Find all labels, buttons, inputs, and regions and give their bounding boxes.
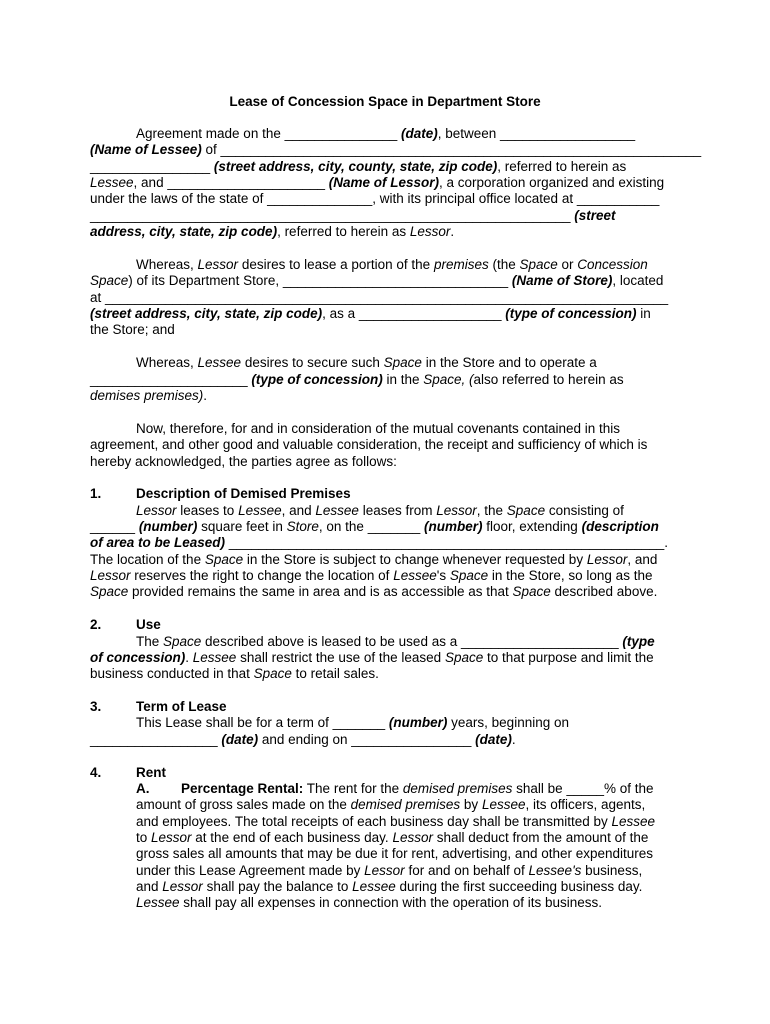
section-number: 2. bbox=[90, 617, 102, 632]
section-line: of concession). Lessee shall restrict the use of the leased Space to that purpose and limit the bbox=[90, 650, 654, 665]
document-title: Lease of Concession Space in Department Store bbox=[229, 94, 541, 109]
section-line: under this Lease Agreement made by Lessor for and on behalf of Lessee's business, bbox=[136, 863, 643, 878]
section-line: Lessor leases to Lessee, and Lessee leases from Lessor, the Space consisting of bbox=[136, 503, 624, 518]
intro-line: ________________________________________________________________ (street bbox=[90, 208, 616, 223]
whereas-line: Whereas, Lessor desires to lease a portion of the premises (the Space or Concession bbox=[136, 257, 648, 272]
section-line: and Lessor shall pay the balance to Lessee during the first succeeding business day. bbox=[136, 879, 643, 894]
section-line: and employees. The total receipts of each business day shall be transmitted by Lessee bbox=[136, 814, 656, 829]
whereas-line: the Store; and bbox=[90, 322, 175, 337]
section-line: of area to be Leased) __________________________________________________________. bbox=[90, 535, 669, 550]
section-line: Lessee shall pay all expenses in connection with the operation of its business. bbox=[136, 895, 603, 910]
intro-line: Agreement made on the _______________ (date), between __________________ bbox=[136, 126, 636, 141]
section-line: The Space described above is leased to be used as a _____________________ (type bbox=[136, 634, 655, 649]
section-line: Percentage Rental: The rent for the demised premises shall be _____% of the bbox=[181, 781, 654, 796]
intro-line: address, city, state, zip code), referred to herein as Lessor. bbox=[90, 224, 455, 239]
whereas-line: at ___________________________________________________________________________ bbox=[90, 290, 669, 305]
section-line: _________________ (date) and ending on ________________ (date). bbox=[90, 732, 516, 747]
intro-line: ________________ (street address, city, county, state, zip code), referred to herein as bbox=[90, 159, 627, 174]
section-number: 4. bbox=[90, 765, 102, 780]
section-line: amount of gross sales made on the demised premises by Lessee, its officers, agents, bbox=[136, 797, 646, 812]
section-line: business conducted in that Space to retail sales. bbox=[90, 666, 379, 681]
section-heading: Term of Lease bbox=[136, 699, 227, 714]
section-heading: Use bbox=[136, 617, 161, 632]
intro-line: under the laws of the state of ______________, with its principal office located at ___________ bbox=[90, 191, 660, 206]
section-heading: Rent bbox=[136, 765, 166, 780]
now-line: hereby acknowledged, the parties agree as follows: bbox=[90, 454, 397, 469]
whereas-line: Whereas, Lessee desires to secure such Space in the Store and to operate a bbox=[136, 355, 597, 370]
intro-line: (Name of Lessee) of ________________________________________________________________ bbox=[90, 142, 702, 157]
section-line: ______ (number) square feet in Store, on the _______ (number) floor, extending (description bbox=[90, 519, 659, 534]
section-number: 1. bbox=[90, 486, 102, 501]
section-line: Space provided remains the same in area and is as accessible as that Space described above. bbox=[90, 584, 658, 599]
intro-line: Lessee, and _____________________ (Name of Lessor), a corporation organized and existing bbox=[90, 175, 665, 190]
section-line: gross sales all amounts that may be due it for rent, advertising, and other expenditures bbox=[136, 846, 654, 861]
section-line: to Lessor at the end of each business day. Lessor shall deduct from the amount of the bbox=[136, 830, 649, 845]
subsection-letter: A. bbox=[136, 781, 150, 796]
section-line: This Lease shall be for a term of _______ (number) years, beginning on bbox=[136, 715, 569, 730]
section-number: 3. bbox=[90, 699, 102, 714]
now-line: Now, therefore, for and in consideration of the mutual covenants contained in this bbox=[136, 421, 621, 436]
section-line: Lessor reserves the right to change the location of Lessee's Space in the Store, so long as the bbox=[90, 568, 653, 583]
now-line: agreement, and other good and valuable consideration, the receipt and sufficiency of which is bbox=[90, 437, 648, 452]
whereas-line: demises premises). bbox=[90, 388, 208, 403]
whereas-line: Space) of its Department Store, ______________________________ (Name of Store), located bbox=[90, 273, 664, 288]
section-line: The location of the Space in the Store is subject to change whenever requested by Lessor, and bbox=[90, 552, 658, 567]
whereas-line: _____________________ (type of concession) in the Space, (also referred to herein as bbox=[90, 372, 624, 387]
whereas-line: (street address, city, state, zip code), as a ___________________ (type of concession) in bbox=[90, 306, 651, 321]
section-heading: Description of Demised Premises bbox=[136, 486, 351, 501]
